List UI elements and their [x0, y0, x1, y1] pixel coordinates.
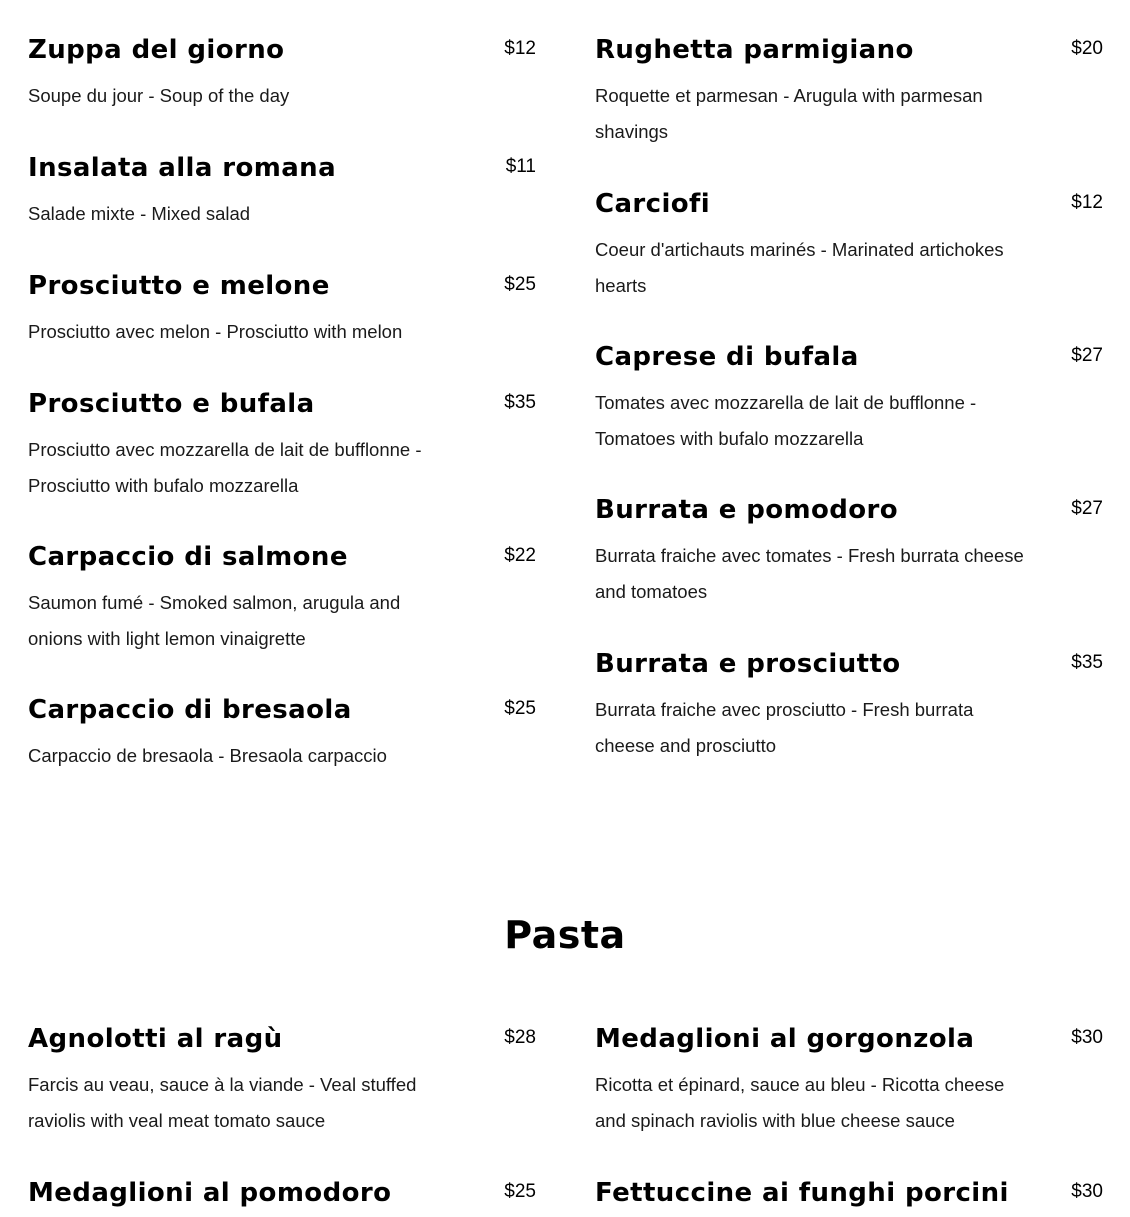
- dish-name: Medaglioni al pomodoro: [28, 1178, 392, 1208]
- menu-item: [28, 542, 536, 656]
- menu-item-header: [595, 1024, 1103, 1054]
- dish-name: Burrata e prosciutto: [595, 649, 901, 679]
- menu-item-header: [595, 1178, 1103, 1208]
- menu-item: [595, 1178, 1103, 1208]
- menu-item: [595, 35, 1103, 149]
- dish-description: Prosciutto avec mozzarella de lait de bufflonne - Prosciutto with bufalo mozzarella: [28, 439, 422, 496]
- menu-item: [28, 271, 536, 350]
- dish-price: $22: [504, 545, 536, 566]
- dish-name: Burrata e pomodoro: [595, 495, 899, 525]
- dish-description: Ricotta et épinard, sauce au bleu - Ricotta cheese and spinach raviolis with blue cheese sauce: [595, 1074, 1005, 1131]
- dish-price: $25: [504, 698, 536, 719]
- dish-price: $30: [1071, 1027, 1103, 1048]
- dish-description: Burrata fraiche avec prosciutto - Fresh burrata cheese and prosciutto: [595, 699, 974, 756]
- menu-item-header: [28, 389, 536, 419]
- menu-item-header: [595, 342, 1103, 372]
- menu-item: [595, 495, 1103, 609]
- dish-price: $12: [1071, 192, 1103, 213]
- section-title-pasta: Pasta: [504, 913, 626, 957]
- dish-description: Carpaccio de bresaola - Bresaola carpaccio: [28, 745, 387, 766]
- dish-price: $35: [504, 392, 536, 413]
- menu-item: [28, 35, 536, 114]
- dish-name: Fettuccine ai funghi porcini: [595, 1178, 1009, 1208]
- dish-name: Rughetta parmigiano: [595, 35, 914, 65]
- dish-price: $28: [504, 1027, 536, 1048]
- dish-description: Roquette et parmesan - Arugula with parmesan shavings: [595, 85, 983, 142]
- dish-price: $27: [1071, 498, 1103, 519]
- dish-description: Burrata fraiche avec tomates - Fresh burrata cheese and tomatoes: [595, 545, 1024, 602]
- dish-price: $25: [504, 1181, 536, 1202]
- menu-item: [28, 1024, 536, 1138]
- dish-name: Caprese di bufala: [595, 342, 859, 372]
- dish-name: Carpaccio di salmone: [28, 542, 348, 572]
- dish-name: Prosciutto e melone: [28, 271, 330, 301]
- menu-item: [28, 1178, 536, 1208]
- dish-price: $25: [504, 274, 536, 295]
- dish-description: Tomates avec mozzarella de lait de bufflonne - Tomatoes with bufalo mozzarella: [595, 392, 977, 449]
- dish-description: Saumon fumé - Smoked salmon, arugula and onions with light lemon vinaigrette: [28, 592, 401, 649]
- dish-price: $20: [1071, 38, 1103, 59]
- menu-item: [28, 153, 536, 232]
- menu-item: [595, 649, 1103, 763]
- menu-item-header: [28, 695, 536, 725]
- dish-name: Prosciutto e bufala: [28, 389, 315, 419]
- dish-name: Medaglioni al gorgonzola: [595, 1024, 975, 1054]
- menu-item-header: [595, 649, 1103, 679]
- dish-description: Soupe du jour - Soup of the day: [28, 85, 290, 106]
- dish-name: Agnolotti al ragù: [28, 1024, 283, 1054]
- menu-item: [28, 389, 536, 503]
- menu-item: [28, 695, 536, 774]
- menu-item-header: [28, 35, 536, 65]
- dish-description: Salade mixte - Mixed salad: [28, 203, 251, 224]
- menu-item-header: [28, 1178, 536, 1208]
- dish-price: $11: [505, 156, 536, 177]
- dish-name: Carpaccio di bresaola: [28, 695, 352, 725]
- dish-name: Carciofi: [595, 189, 711, 219]
- dish-description: Farcis au veau, sauce à la viande - Veal stuffed raviolis with veal meat tomato sauce: [28, 1074, 417, 1131]
- menu-item: [595, 189, 1103, 303]
- dish-price: $12: [504, 38, 536, 59]
- dish-price: $35: [1071, 652, 1103, 673]
- dish-description: Coeur d'artichauts marinés - Marinated artichokes hearts: [595, 239, 1004, 296]
- dish-price: $27: [1071, 345, 1103, 366]
- dish-name: Insalata alla romana: [28, 153, 337, 183]
- menu-item-header: [595, 189, 1103, 219]
- dish-description: Prosciutto avec melon - Prosciutto with melon: [28, 321, 403, 342]
- menu-item-header: [28, 271, 536, 301]
- menu-item: [595, 342, 1103, 456]
- menu-item-header: [28, 1024, 536, 1054]
- menu-item: [595, 1024, 1103, 1138]
- menu-item-header: [28, 542, 536, 572]
- menu-item-header: [28, 153, 536, 183]
- dish-name: Zuppa del giorno: [28, 35, 285, 65]
- menu-item-header: [595, 495, 1103, 525]
- menu-item-header: [595, 35, 1103, 65]
- dish-price: $30: [1071, 1181, 1103, 1202]
